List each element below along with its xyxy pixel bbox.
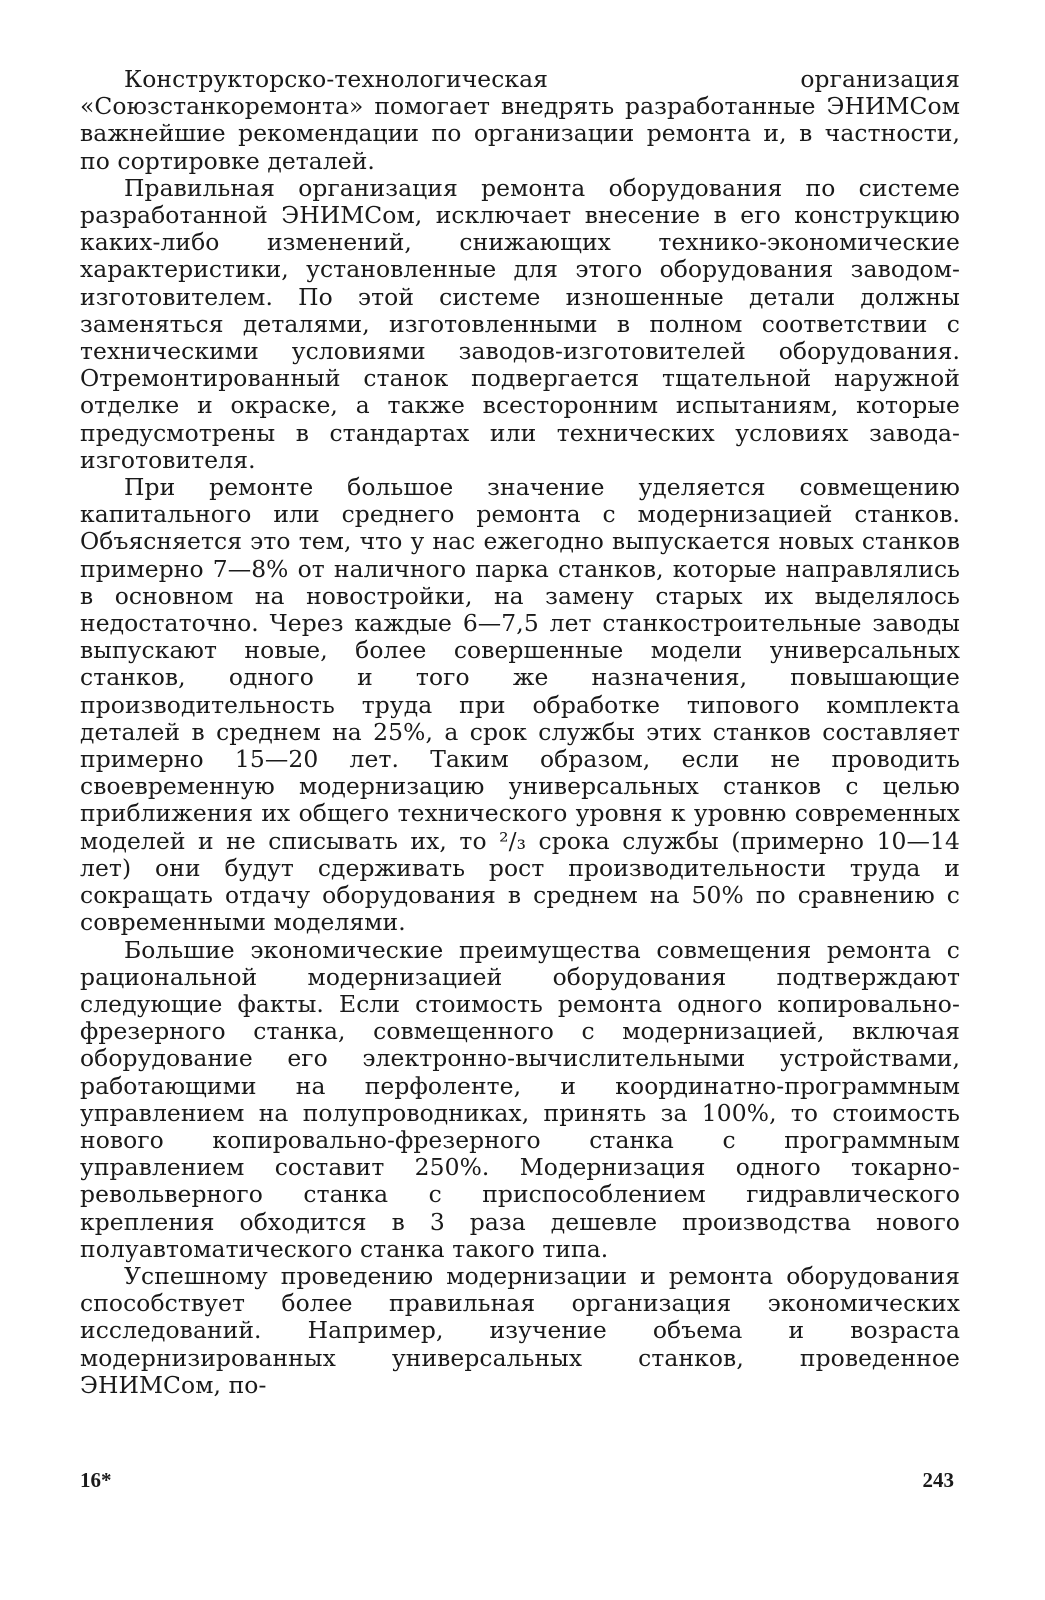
signature-mark: 16* [80,1468,112,1492]
page-footer [80,1468,960,1498]
paragraph-4: Большие экономические преимущества совмещения ремонта с рациональной модернизацией оборудования подтверждают следующие факты. Если стоимость ремонта одного копировально-фрезерного станка, совмещенного с модернизацией, включая оборудование его электронно-вычислительными устройствами, работающими на перфоленте, и координатно-программным управлением на полупроводниках, принять за 100%, то стоимость нового копировально-фрезерного станка с программным управлением составит 250%. Модернизация одного токарно-револьверного станка с приспособлением гидравлического крепления обходится в 3 раза дешевле производства нового полуавтоматического станка такого типа. [80,935,960,1263]
paragraph-3: При ремонте большое значение уделяется совмещению капитального или среднего ремонта с модернизацией станков. Объясняется это тем, что у нас ежегодно выпускается новых станков примерно 7—8% от наличного парка станков, которые направлялись в основном на новостройки, на замену старых их выделялось недостаточно. Через каждые 6—7,5 лет станкостроительные заводы выпускают новые, более совершенные модели универсальных станков, одного и того же назначения, повышающие производительность труда при обработке типового комплекта деталей в среднем на 25%, а срок службы этих станков составляет примерно 15—20 лет. Таким образом, если не проводить своевременную модернизацию универсальных станков с целью приближения их общего технического уровня к уровню современных моделей и не списывать их, то ²/₃ срока службы (примерно 10—14 лет) они будут сдерживать рост производительности труда и сокращать отдачу оборудования в среднем на 50% по сравнению с современными моделями. [80,473,960,937]
page-body [80,66,960,1399]
paragraph-1: Конструкторско-технологическая организация «Союзстанкоремонта» помогает внедрять разработанные ЭНИМСом важнейшие рекомендации по организации ремонта и, в частности, по сортировке деталей. [80,65,960,175]
paragraph-5: Успешному проведению модернизации и ремонта оборудования способствует более правильная организация экономических исследований. Например, изучение объема и возраста модернизированных универсальных станков, проведенное ЭНИМСом, по- [80,1261,960,1399]
paragraph-2: Правильная организация ремонта оборудования по системе разработанной ЭНИМСом, исключает внесение в его конструкцию каких-либо изменений, снижающих технико-экономические характеристики, установленные для этого оборудования заводом-изготовителем. По этой системе изношенные детали должны заменяться деталями, изготовленными в полном соответствии с техническими условиями заводов-изготовителей оборудования. Отремонтированный станок подвергается тщательной наружной отделке и окраске, а также всесторонним испытаниям, которые предусмотрены в стандартах или технических условиях завода-изготовителя. [80,173,960,474]
page-number: 243 [922,1468,954,1492]
